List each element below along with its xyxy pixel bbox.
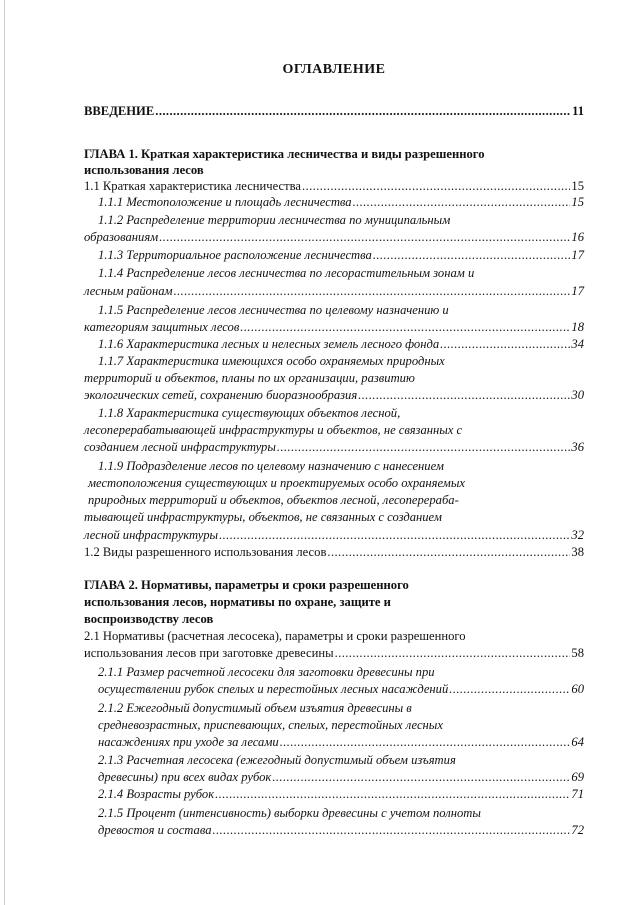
toc-entry-1-1-9-line3[interactable]: природных территорий и объектов, объектов лесной, лесоперераба-: [88, 493, 459, 507]
toc-page-number: 18: [571, 320, 584, 334]
chapter-2-heading: ГЛАВА 2. Нормативы, параметры и сроки разрешенного: [84, 578, 409, 592]
toc-entry-2-1-1-line1[interactable]: 2.1.1 Размер расчетной лесосеки для заготовки древесины при: [98, 665, 435, 679]
chapter-2-heading-cont2: воспроизводству лесов: [84, 612, 214, 626]
toc-entry-2-1[interactable]: [84, 645, 584, 661]
leader-dots: [373, 247, 571, 263]
toc-entry-label: 1.1 Краткая характеристика лесничества: [84, 179, 301, 193]
toc-entry-1-1-9-line2[interactable]: местоположения существующих и проектируемых особо охраняемых: [88, 476, 465, 490]
toc-entry-label: категориям защитных лесов: [84, 320, 240, 334]
toc-entry-label: 1.2 Виды разрешенного использования лесов: [84, 545, 327, 559]
toc-page-number: 71: [571, 787, 584, 801]
toc-entry-1-2[interactable]: [84, 544, 584, 560]
toc-entry-label: 1.1.1 Местоположение и площадь лесничества: [98, 195, 352, 209]
toc-entry-label: 1.1.6 Характеристика лесных и нелесных земель лесного фонда: [98, 337, 440, 351]
toc-entry-label: созданием лесной инфраструктуры: [84, 440, 276, 454]
leader-dots: [213, 822, 571, 838]
leader-dots: [272, 769, 570, 785]
toc-entry-2-1-4[interactable]: [98, 786, 584, 802]
toc-entry-2-1-2-line2[interactable]: средневозрастных, приспевающих, спелых, перестойных лесных: [98, 718, 443, 732]
toc-entry-2-1-5[interactable]: [98, 822, 584, 838]
toc-entry-2-1-2-line1[interactable]: 2.1.2 Ежегодный допустимый объем изъятия древесины в: [98, 701, 412, 715]
toc-entry-2-1-line1[interactable]: 2.1 Нормативы (расчетная лесосека), параметры и сроки разрешенного: [84, 629, 466, 643]
leader-dots: [155, 103, 571, 119]
page-title: ОГЛАВЛЕНИЕ: [282, 62, 386, 77]
toc-entry-1-1-3[interactable]: [98, 247, 584, 263]
toc-entry-label: 1.1.3 Территориальное расположение лесничества: [98, 248, 372, 262]
leader-dots: [280, 734, 571, 750]
toc-page-number: 11: [572, 104, 584, 118]
toc-page-number: 72: [571, 823, 584, 837]
toc-page-number: 17: [571, 284, 584, 298]
chapter-2-heading-cont: использования лесов, нормативы по охране, защите и: [84, 595, 391, 609]
toc-entry-1-1-9-line1[interactable]: 1.1.9 Подразделение лесов по целевому назначению с нанесением: [98, 459, 444, 473]
toc-entry-1-1-7-line1[interactable]: 1.1.7 Характеристика имеющихся особо охраняемых природных: [98, 354, 445, 368]
toc-entry-1-1-4-line1[interactable]: 1.1.4 Распределение лесов лесничества по лесорастительным зонам и: [98, 266, 475, 280]
toc-page-number: 17: [571, 248, 584, 262]
toc-page-number: 58: [571, 646, 584, 660]
toc-entry-1-1-7-line2[interactable]: территорий и объектов, планы по их организации, развитию: [84, 371, 415, 385]
toc-entry-2-1-3[interactable]: [98, 769, 584, 785]
toc-page-number: 16: [571, 230, 584, 244]
toc-entry-1-1-9[interactable]: [84, 527, 584, 543]
chapter-1-heading-cont: использования лесов: [84, 163, 204, 177]
leader-dots: [302, 178, 570, 194]
toc-page-number: 36: [571, 440, 584, 454]
toc-entry-1-1-6[interactable]: [98, 336, 584, 352]
leader-dots: [449, 681, 570, 697]
toc-entry-1-1[interactable]: [84, 178, 584, 194]
toc-entry-label: древостоя и состава: [98, 823, 212, 837]
toc-entry-2-1-2[interactable]: [98, 734, 584, 750]
toc-page-number: 15: [571, 195, 584, 209]
toc-entry-1-1-7[interactable]: [84, 387, 584, 403]
toc-page-number: 69: [571, 770, 584, 784]
leader-dots: [353, 194, 571, 210]
leader-dots: [159, 229, 570, 245]
toc-entry-1-1-2-line1[interactable]: 1.1.2 Распределение территории лесничества по муниципальным: [98, 213, 451, 227]
toc-entry-1-1-5[interactable]: [84, 319, 584, 335]
chapter-1-heading: ГЛАВА 1. Краткая характеристика лесничества и виды разрешенного: [84, 147, 485, 161]
toc-entry-1-1-2[interactable]: [84, 229, 584, 245]
toc-page-number: 15: [571, 179, 584, 193]
toc-entry-1-1-1[interactable]: [98, 194, 584, 210]
toc-entry-label: экологических сетей, сохранению биоразнообразия: [84, 388, 358, 402]
toc-entry-label: образованиям: [84, 230, 159, 244]
toc-page-number: 30: [571, 388, 584, 402]
leader-dots: [327, 544, 570, 560]
toc-entry-introduction[interactable]: [84, 103, 584, 119]
leader-dots: [215, 786, 570, 802]
leader-dots: [240, 319, 570, 335]
toc-entry-label: ВВЕДЕНИЕ: [84, 104, 155, 118]
leader-dots: [335, 645, 571, 661]
toc-entry-1-1-4[interactable]: [84, 283, 584, 299]
leader-dots: [358, 387, 570, 403]
toc-entry-1-1-8-line1[interactable]: 1.1.8 Характеристика существующих объектов лесной,: [98, 406, 401, 420]
toc-entry-1-1-8-line2[interactable]: лесоперерабатывающей инфраструктуры и объектов, не связанных с: [84, 423, 463, 437]
toc-entry-2-1-5-line1[interactable]: 2.1.5 Процент (интенсивность) выборки древесины с учетом полноты: [98, 806, 481, 820]
leader-dots: [277, 439, 571, 455]
toc-entry-2-1-3-line1[interactable]: 2.1.3 Расчетная лесосека (ежегодный допустимый объем изъятия: [98, 753, 456, 767]
leader-dots: [440, 336, 570, 352]
toc-page-number: 64: [571, 735, 584, 749]
toc-entry-label: древесины) при всех видах рубок: [98, 770, 272, 784]
toc-page-number: 32: [571, 528, 584, 542]
leader-dots: [174, 283, 571, 299]
toc-entry-1-1-8[interactable]: [84, 439, 584, 455]
toc-entry-label: осуществлении рубок спелых и перестойных лесных насаждений: [98, 682, 449, 696]
leader-dots: [219, 527, 570, 543]
toc-entry-label: насаждениях при уходе за лесами: [98, 735, 279, 749]
toc-page-number: 34: [571, 337, 584, 351]
toc-entry-label: использования лесов при заготовке древесины: [84, 646, 334, 660]
toc-entry-2-1-1[interactable]: [98, 681, 584, 697]
toc-page-number: 38: [571, 545, 584, 559]
toc-entry-label: 2.1.4 Возрасты рубок: [98, 787, 215, 801]
toc-entry-1-1-5-line1[interactable]: 1.1.5 Распределение лесов лесничества по целевому назначению и: [98, 303, 449, 317]
toc-page-number: 60: [571, 682, 584, 696]
scan-edge-line: [4, 0, 5, 905]
toc-entry-label: лесной инфраструктуры: [84, 528, 219, 542]
toc-entry-1-1-9-line4[interactable]: тывающей инфраструктуры, объектов, не связанных с созданием: [84, 510, 442, 524]
toc-entry-label: лесным районам: [84, 284, 173, 298]
